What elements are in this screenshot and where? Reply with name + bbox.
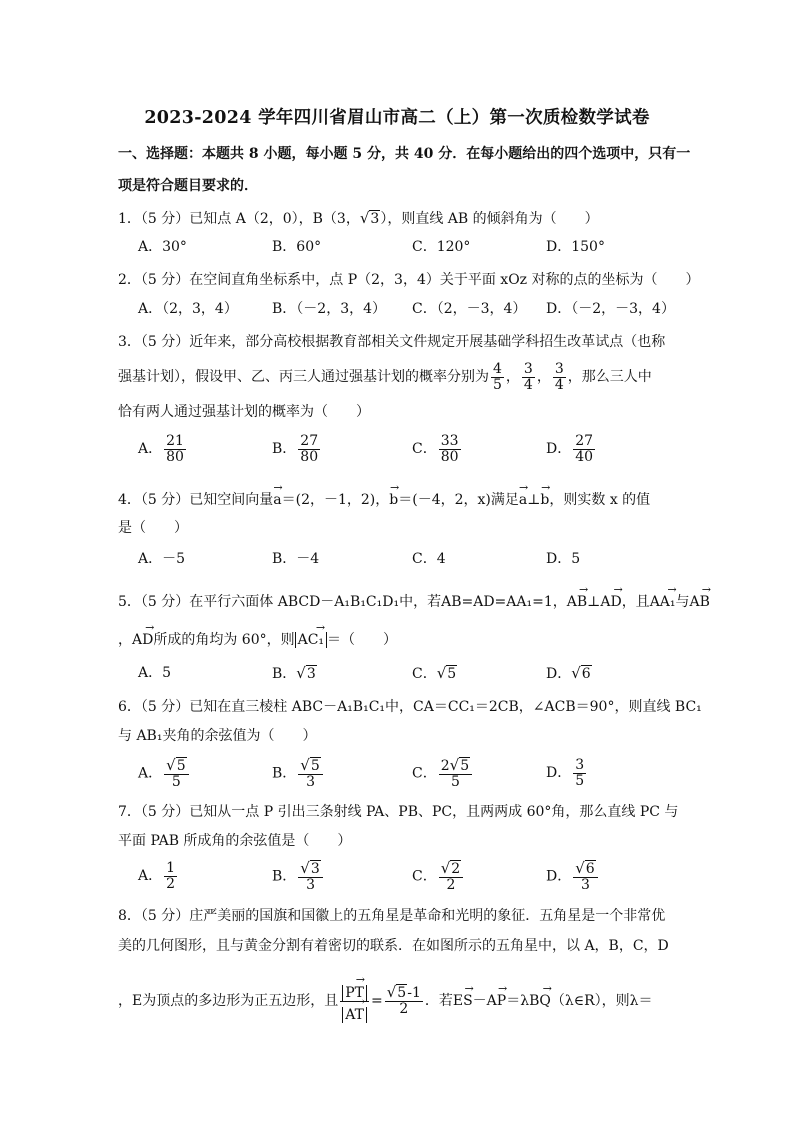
question-2-stem: 2．（5 分）在空间直角坐标系中，点 P（2，3，4）关于平面 xOz 对称的点的坐标为（ ） [118, 272, 700, 288]
q3-option-c: C． $\frac{33}{80}$ [412, 433, 459, 465]
question-6-line2: 与 AB₁夹角的余弦值为（ ） [118, 728, 317, 744]
q3-option-d: D． $\frac{27}{40}$ [546, 433, 594, 465]
q4-option-d: D．5 [546, 551, 581, 567]
question-7-line1: 7．（5 分）已知从一点 P 引出三条射线 PA、PB、PC，且两两成 60°角，那么直线 PC 与 [118, 804, 679, 820]
question-5-line2: ，→ AD所成的角均为 60°，则→ AC₁ ＝（ ） [118, 624, 397, 650]
q1-text-pre: 1．（5 分）已知点 A（2，0），B（3， [118, 211, 360, 227]
q4-option-b: B．－4 [272, 551, 320, 567]
q1-option-b: B．60° [272, 239, 322, 255]
question-4-stem: 4．（5 分）已知空间向量→ a＝(2，－1，2)，→ b＝(－4，2，x)满足→ a⊥→ b，则实数 x 的值 [118, 484, 650, 510]
q1-option-d: D．150° [546, 239, 605, 255]
q2-option-c: C．（2，－3，4） [412, 301, 527, 317]
q6-option-d: D． $\frac{3}{5}$ [546, 757, 585, 789]
q6-option-b: B． $\frac{√5}{3}$ [272, 758, 325, 789]
q1-option-a: A．30° [138, 239, 187, 255]
vector-b: → b [389, 484, 398, 510]
q2-option-d: D．（－2，－3，4） [546, 301, 675, 317]
q1-sqrt: √3 [359, 209, 380, 227]
q2-option-b: B．（－2，3，4） [272, 301, 387, 317]
question-5-stem: 5．（5 分）在平行六面体 ABCD－A₁B₁C₁D₁中，若AB=AD=AA₁=1，→ AB⊥→ AD，且→ AA₁与→ AB [118, 586, 710, 612]
page-title: 2023-2024 学年四川省眉山市高二（上）第一次质检数学试卷 [144, 108, 650, 128]
q4-option-c: C．4 [412, 551, 446, 567]
q7-option-b: B． $\frac{√3}{3}$ [272, 861, 325, 892]
section-heading-cont: 项是符合题目要求的． [118, 178, 258, 194]
q3-option-b: B． $\frac{27}{80}$ [272, 433, 319, 465]
section-heading: 一、选择题：本题共 8 小题，每小题 5 分，共 40 分．在每小题给出的四个选项中，只有一 [118, 146, 691, 162]
q1-option-c: C．120° [412, 239, 471, 255]
q6-option-c: C． $\frac{2√5}{5}$ [412, 758, 474, 789]
question-1-stem [118, 208, 599, 229]
question-4-line2: 是（ ） [118, 520, 188, 536]
q7-option-c: C． $\frac{√2}{2}$ [412, 861, 465, 892]
q5-option-b: B．√3 [272, 664, 316, 682]
question-3-line2: 强基计划），假设甲、乙、丙三人通过强基计划的概率分别为 $\frac{4}{5}$ ， $\frac{3}{4}$ ， $\frac{3}{4}$ ，那么三人中 [118, 361, 652, 393]
question-3-line3: 恰有两人通过强基计划的概率为（ ） [118, 404, 370, 420]
question-8-line3: ，E为顶点的多边形为正五边形，且 → PT → AT = $\frac{√5-1}{2}$ ．若→ ES－→ AP＝λ→ BQ（λ∈R），则λ＝ [118, 980, 653, 1022]
vector-a: → a [273, 484, 281, 510]
q2-option-a: A．（2，3，4） [138, 301, 238, 317]
q3-option-a: A． $\frac{21}{80}$ [138, 433, 184, 465]
question-8-line2: 美的几何图形，且与黄金分割有着密切的联系．在如图所示的五角星中，以 A，B，C，D [118, 938, 669, 954]
q3-frac-2: $\frac{3}{4}$ [523, 361, 533, 393]
q1-text-post: ），则直线 AB 的倾斜角为（ ） [380, 211, 599, 227]
q3-frac-3: $\frac{3}{4}$ [554, 361, 564, 393]
question-7-line2: 平面 PAB 所成角的余弦值是（ ） [118, 833, 352, 849]
q6-option-a: A． $\frac{√5}{5}$ [138, 758, 191, 789]
question-3-line1: 3．（5 分）近年来，部分高校根据教育部相关文件规定开展基础学科招生改革试点（也称 [118, 334, 666, 350]
q7-option-d: D． $\frac{√6}{3}$ [546, 861, 600, 892]
q8-ratio-frac: → PT → AT [340, 980, 369, 1022]
q4-option-a: A．－5 [138, 551, 186, 567]
q5-option-a: A．5 [138, 665, 172, 681]
q8-golden-frac: $\frac{√5-1}{2}$ [386, 983, 421, 1018]
q7-option-a: A． $\frac{1}{2}$ [138, 860, 176, 892]
question-8-line1: 8．（5 分）庄严美丽的国旗和国徽上的五角星是革命和光明的象征．五角星是一个非常优 [118, 908, 666, 924]
question-6-line1: 6．（5 分）已知在直三棱柱 ABC－A₁B₁C₁中，CA＝CC₁＝2CB，∠ACB＝90°，则直线 BC₁ [118, 699, 702, 715]
q5-option-d: D．√6 [546, 664, 591, 682]
q3-frac-1: $\frac{4}{5}$ [493, 361, 502, 393]
q5-option-c: C．√5 [412, 664, 457, 682]
